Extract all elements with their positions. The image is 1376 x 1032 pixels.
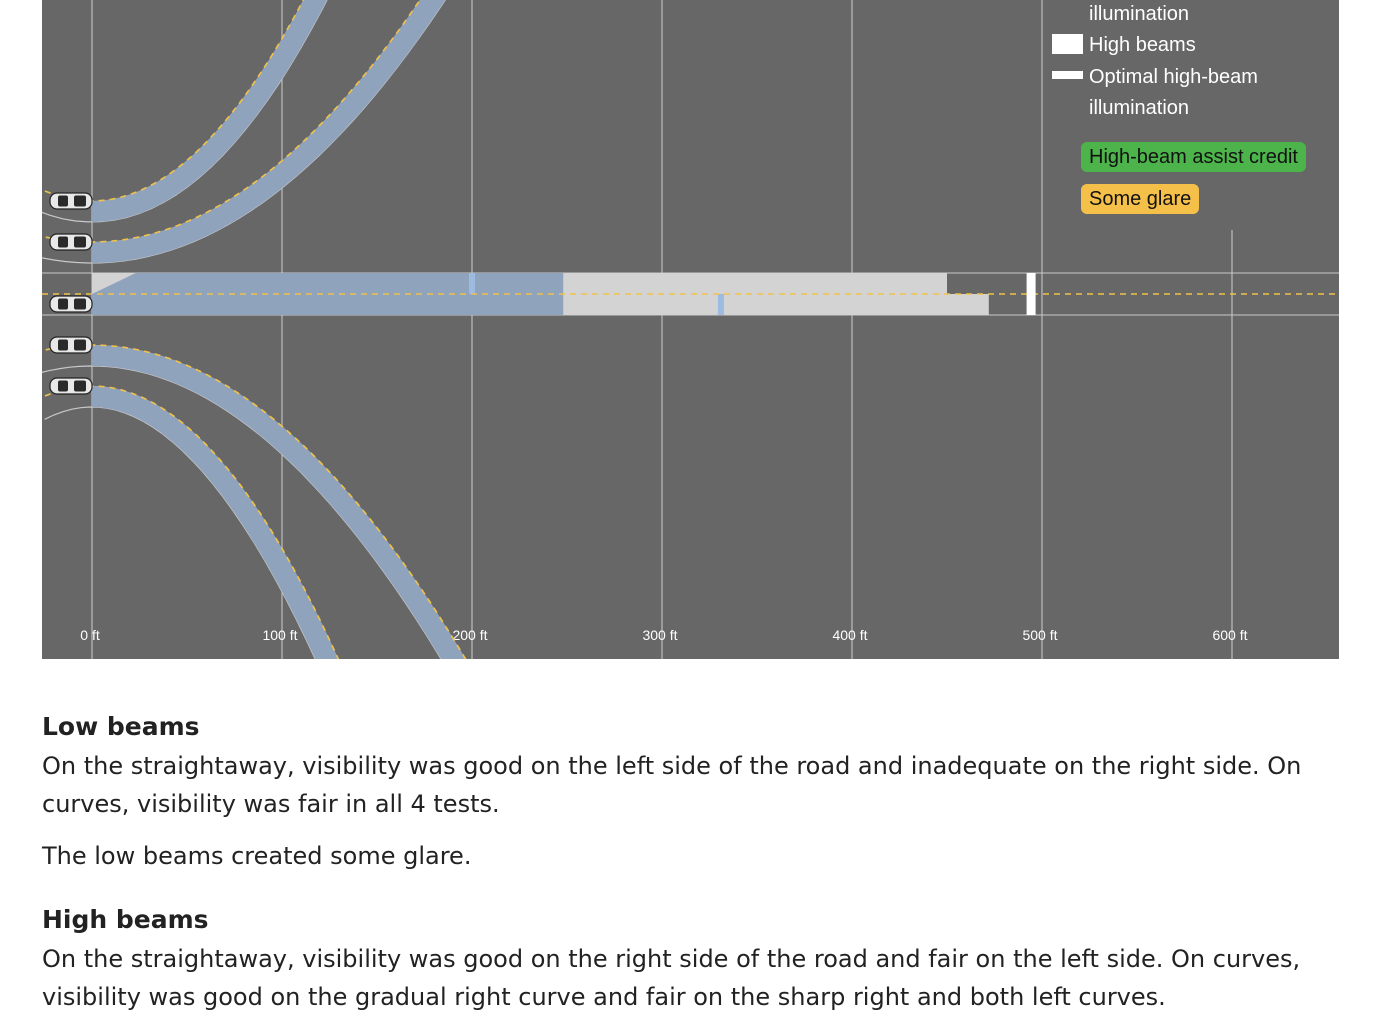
x-tick-label: 100 ft (262, 627, 298, 643)
car-icon (50, 378, 92, 394)
legend-swatch-optimal (1052, 71, 1083, 79)
center-line (42, 386, 1327, 659)
high-beam-curve-gradual-left (92, 0, 605, 263)
headlight-chart (42, 0, 1339, 659)
section-paragraph: The low beams created some glare. (42, 842, 472, 870)
optimal-high-beam-marker (1027, 273, 1036, 315)
road-edge-line (45, 407, 1307, 659)
x-tick-label: 0 ft (80, 627, 100, 643)
low-beam-marker (469, 273, 475, 294)
x-tick-label: 300 ft (642, 627, 678, 643)
car-icon (50, 296, 92, 312)
section-paragraph: On the straightaway, visibility was good on the left side of the road and inadequate on the right side. On curves, visibility was fair in all 4 tests. (42, 752, 1302, 818)
low-beam-straight-left (92, 273, 563, 294)
results-text (42, 690, 1332, 1030)
badge-some-glare: Some glare (1081, 184, 1199, 214)
car-icon (50, 234, 92, 250)
section-high-beams (42, 905, 1332, 1016)
car-icon (50, 193, 92, 209)
section-title: High beams (42, 905, 209, 934)
x-tick-label: 600 ft (1212, 627, 1248, 643)
legend-item-illumination-2: illumination (1089, 97, 1190, 119)
car-icon (50, 337, 92, 353)
section-low-beams (42, 712, 1332, 875)
section-paragraph: On the straightaway, visibility was good on the right side of the road and fair on the left side. On curves, visibility was good on the gradual right curve and fair on the sharp right and both left curves. (42, 945, 1301, 1011)
legend-item-optimal-high-beam: Optimal high-beam (1052, 65, 1258, 89)
x-tick-label: 200 ft (452, 627, 488, 643)
section-title: Low beams (42, 712, 200, 741)
legend-item-illumination-1: illumination (1089, 3, 1190, 25)
badge-high-beam-assist: High-beam assist credit (1081, 142, 1306, 172)
legend-item-high-beams: High beams (1052, 33, 1196, 57)
low-beam-marker (718, 294, 724, 315)
low-beam-straight-right (92, 294, 563, 315)
legend-swatch-high-beams (1052, 34, 1083, 54)
x-tick-label: 400 ft (832, 627, 868, 643)
x-tick-label: 500 ft (1022, 627, 1058, 643)
